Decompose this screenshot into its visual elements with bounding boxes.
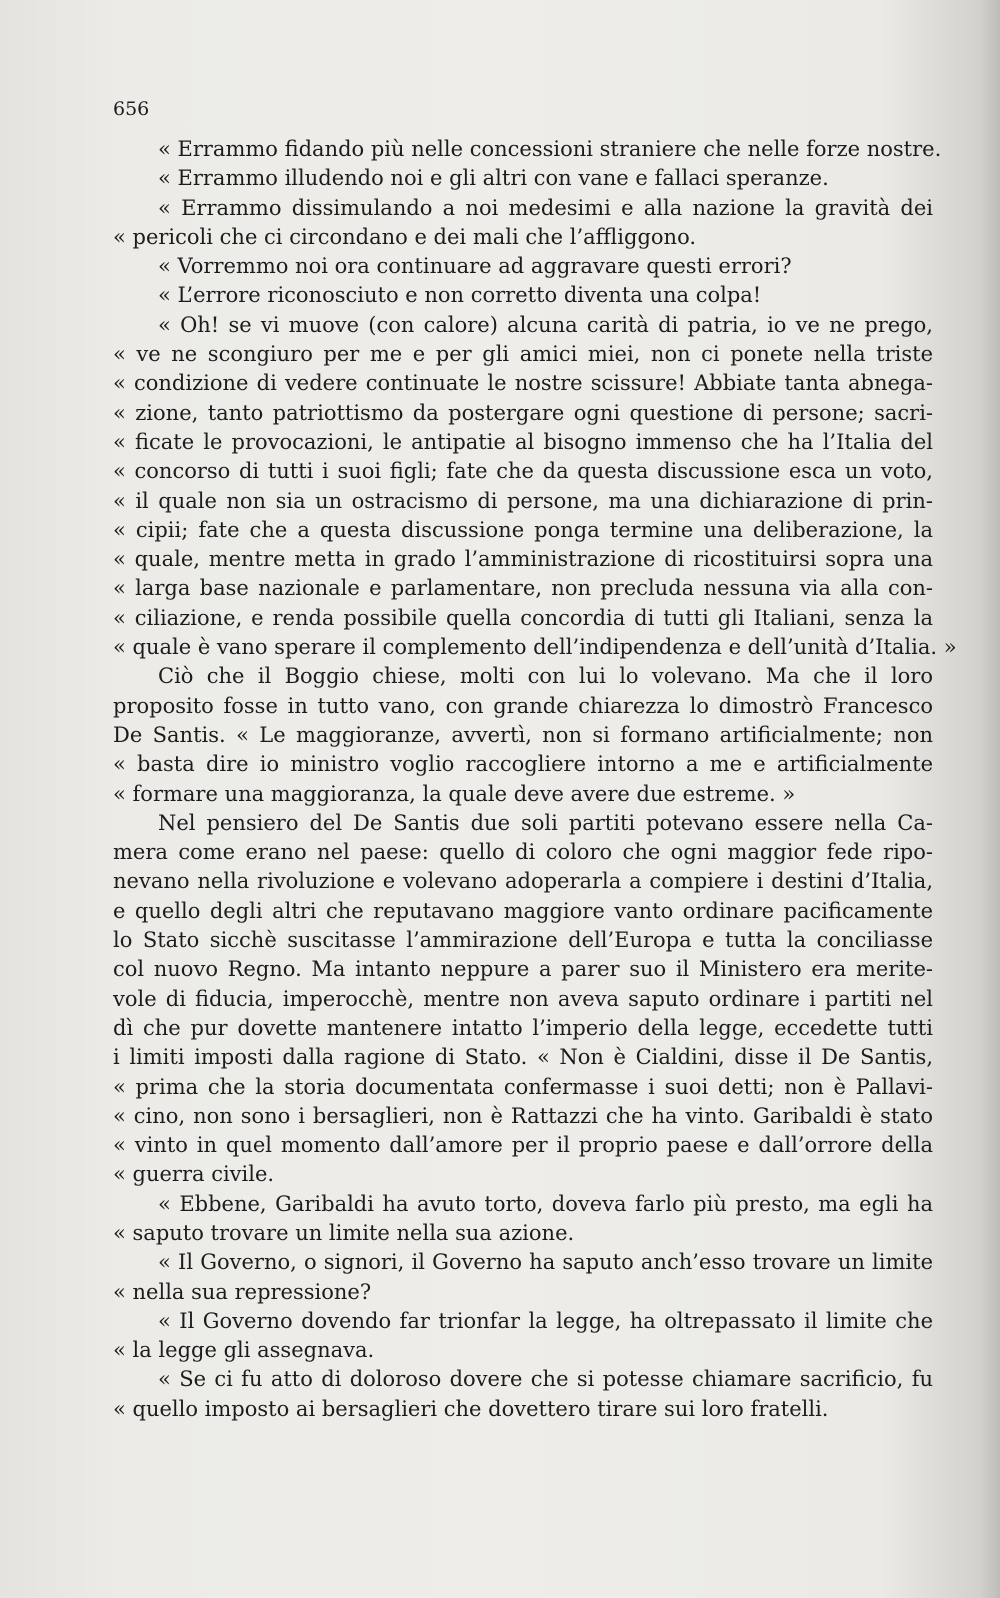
text-line: « Ebbene, Garibaldi ha avuto torto, doveva farlo più presto, ma egli ha: [158, 1191, 933, 1216]
text-line: « prima che la storia documentata confermasse i suoi detti; non è Pallavi-: [113, 1074, 933, 1099]
text-line: Nel pensiero del De Santis due soli partiti potevano essere nella Ca-: [158, 810, 933, 835]
text-line: mera come erano nel paese: quello di coloro che ogni maggior fede ripo-: [113, 840, 933, 865]
text-line: lo Stato sicchè suscitasse l’ammirazione dell’Europa e tutta la conciliasse: [113, 928, 933, 953]
text-line: « L’errore riconosciuto e non corretto diventa una colpa!: [158, 283, 762, 308]
body-text: [113, 135, 957, 1424]
text-line: Ciò che il Boggio chiese, molti con lui lo volevano. Ma che il loro: [158, 664, 933, 689]
text-line: « Il Governo dovendo far trionfar la legge, ha oltrepassato il limite che: [158, 1308, 933, 1333]
text-line: e quello degli altri che reputavano maggiore vanto ordinare pacificamente: [113, 898, 933, 923]
text-line: « guerra civile.: [113, 1162, 275, 1187]
text-line: « Errammo fidando più nelle concessioni straniere che nelle forze nostre.: [158, 137, 942, 161]
text-line: « Se ci fu atto di doloroso dovere che si potesse chiamare sacrificio, fu: [158, 1367, 933, 1392]
text-line: « Il Governo, o signori, il Governo ha saputo anch’esso trovare un limite: [158, 1250, 933, 1275]
text-line: « ciliazione, e renda possibile quella concordia di tutti gli Italiani, senza la: [113, 605, 933, 630]
text-line: proposito fosse in tutto vano, con grande chiarezza lo dimostrò Francesco: [113, 693, 933, 718]
text-line: « quale è vano sperare il complemento dell’indipendenza e dell’unità d’Italia. »: [113, 635, 957, 660]
text-line: « concorso di tutti i suoi figli; fate che da questa discussione esca un voto,: [113, 459, 933, 484]
text-line: « nella sua repressione?: [113, 1279, 372, 1304]
text-line: « cino, non sono i bersaglieri, non è Rattazzi che ha vinto. Garibaldi è stato: [113, 1103, 933, 1128]
text-line: i limiti imposti dalla ragione di Stato. « Non è Cialdini, disse il De Santis,: [113, 1045, 933, 1070]
text-line: « Errammo dissimulando a noi medesimi e alla nazione la gravità dei: [158, 195, 933, 220]
text-line: « formare una maggioranza, la quale deve avere due estreme. »: [113, 781, 796, 806]
text-line: nevano nella rivoluzione e volevano adoperarla a compiere i destini d’Italia,: [113, 869, 933, 894]
text-line: vole di fiducia, imperocchè, mentre non aveva saputo ordinare i partiti nel: [113, 986, 933, 1011]
text-line: « Errammo illudendo noi e gli altri con vane e fallaci speranze.: [158, 166, 829, 191]
text-line: « quale, mentre metta in grado l’amministrazione di ricostituirsi sopra una: [113, 547, 933, 572]
text-line: col nuovo Regno. Ma intanto neppure a parer suo il Ministero era merite-: [113, 957, 933, 982]
text-line: « larga base nazionale e parlamentare, non precluda nessuna via alla con-: [113, 576, 933, 601]
text-line: « vinto in quel momento dall’amore per il proprio paese e dall’orrore della: [113, 1133, 933, 1158]
text-line: « Vorremmo noi ora continuare ad aggravare questi errori?: [158, 254, 792, 279]
text-line: « ve ne scongiuro per me e per gli amici miei, non ci ponete nella triste: [113, 342, 933, 367]
text-line: « basta dire io ministro voglio raccogliere intorno a me e artificialmente: [113, 752, 933, 777]
text-line: « quello imposto ai bersaglieri che dovettero tirare sui loro fratelli.: [113, 1396, 829, 1421]
text-line: « condizione di vedere continuate le nostre scissure! Abbiate tanta abnega-: [113, 371, 933, 396]
text-line: « la legge gli assegnava.: [113, 1338, 375, 1363]
text-line: « zione, tanto patriottismo da postergare ogni questione di persone; sacri-: [113, 400, 933, 425]
text-line: « cipii; fate che a questa discussione ponga termine una deliberazione, la: [113, 517, 933, 542]
page-number: 656: [113, 98, 150, 120]
text-line: « pericoli che ci circondano e dei mali che l’affliggono.: [113, 224, 697, 249]
text-line: De Santis. « Le maggioranze, avvertì, non si formano artificialmente; non: [113, 722, 933, 747]
text-line: « il quale non sia un ostracismo di persone, ma una dichiarazione di prin-: [113, 488, 933, 513]
text-line: dì che pur dovette mantenere intatto l’imperio della legge, eccedette tutti: [113, 1015, 933, 1040]
text-line: « saputo trovare un limite nella sua azione.: [113, 1220, 575, 1245]
text-line: « ficate le provocazioni, le antipatie al bisogno immenso che ha l’Italia del: [113, 429, 933, 454]
text-line: « Oh! se vi muove (con calore) alcuna carità di patria, io ve ne prego,: [158, 312, 933, 337]
